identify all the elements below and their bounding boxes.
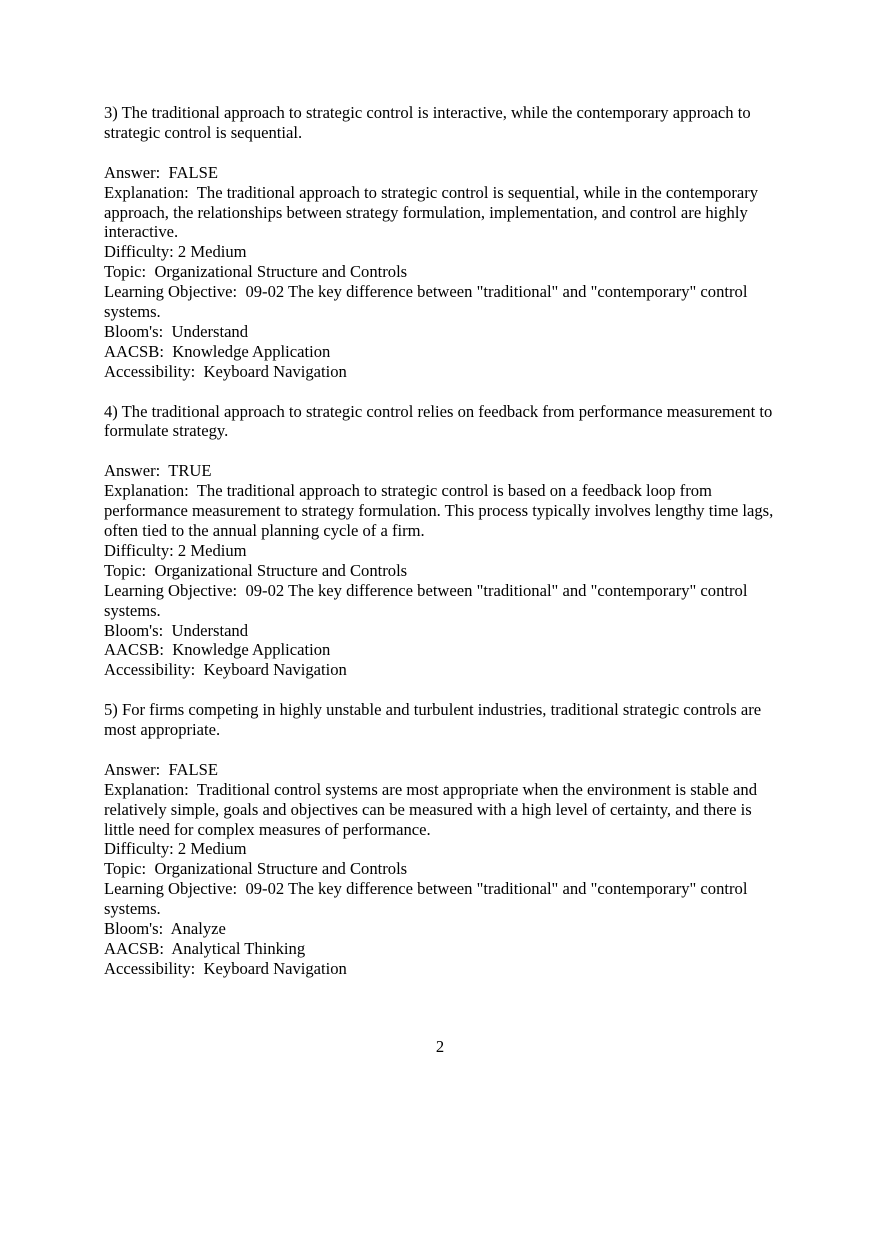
topic-line: Topic: Organizational Structure and Controls <box>104 262 408 282</box>
explanation-line: Explanation: The traditional approach to strategic control is based on a feedback loop from performance measurement to strategy formulation. This process typically involves lengthy time lags, often tied to the annual planning cycle of a firm. <box>104 481 778 540</box>
aacsb-line: AACSB: Analytical Thinking <box>104 938 306 958</box>
explanation-line: Explanation: Traditional control systems are most appropriate when the environment is stable and relatively simple, goals and objectives can be measured with a high level of certainty, and there is little need for complex measures of performance. <box>104 779 762 839</box>
question-block-5 <box>104 700 784 979</box>
accessibility-line: Accessibility: Keyboard Navigation <box>104 660 347 680</box>
blooms-line: Bloom's: Understand <box>104 321 249 341</box>
difficulty-line: Difficulty: 2 Medium <box>104 540 247 560</box>
answer-line: Answer: FALSE <box>104 759 219 779</box>
blooms-line: Bloom's: Analyze <box>104 919 226 939</box>
question-text: 3) The traditional approach to strategic control is interactive, while the contemporary approach to strategic control is sequential. <box>104 103 751 142</box>
question-block-3 <box>104 103 784 382</box>
question-block-4 <box>104 402 784 681</box>
learning-objective-line: Learning Objective: 09-02 The key difference between "traditional" and "contemporary" control systems. <box>104 879 752 919</box>
topic-line: Topic: Organizational Structure and Controls <box>104 859 408 879</box>
explanation-line: Explanation: The traditional approach to strategic control is sequential, while in the contemporary approach, the relationships between strategy formulation, implementation, and control are highly interactive. <box>104 182 763 242</box>
page-content <box>104 103 784 999</box>
blooms-line: Bloom's: Understand <box>104 620 249 640</box>
aacsb-line: AACSB: Knowledge Application <box>104 640 331 660</box>
aacsb-line: AACSB: Knowledge Application <box>104 341 331 361</box>
accessibility-line: Accessibility: Keyboard Navigation <box>104 958 347 978</box>
question-text: 5) For firms competing in highly unstable and turbulent industries, traditional strategic controls are most appropriate. <box>104 700 762 740</box>
difficulty-line: Difficulty: 2 Medium <box>104 839 247 859</box>
learning-objective-line: Learning Objective: 09-02 The key difference between "traditional" and "contemporary" control systems. <box>104 282 752 322</box>
answer-line: Answer: TRUE <box>104 461 212 481</box>
page-number: 2 <box>435 1037 445 1056</box>
accessibility-line: Accessibility: Keyboard Navigation <box>104 361 347 381</box>
difficulty-line: Difficulty: 2 Medium <box>104 242 247 262</box>
topic-line: Topic: Organizational Structure and Controls <box>104 560 408 580</box>
learning-objective-line: Learning Objective: 09-02 The key difference between "traditional" and "contemporary" control systems. <box>104 580 752 620</box>
question-text: 4) The traditional approach to strategic control relies on feedback from performance measurement to formulate strategy. <box>104 401 773 441</box>
answer-line: Answer: FALSE <box>104 162 219 182</box>
